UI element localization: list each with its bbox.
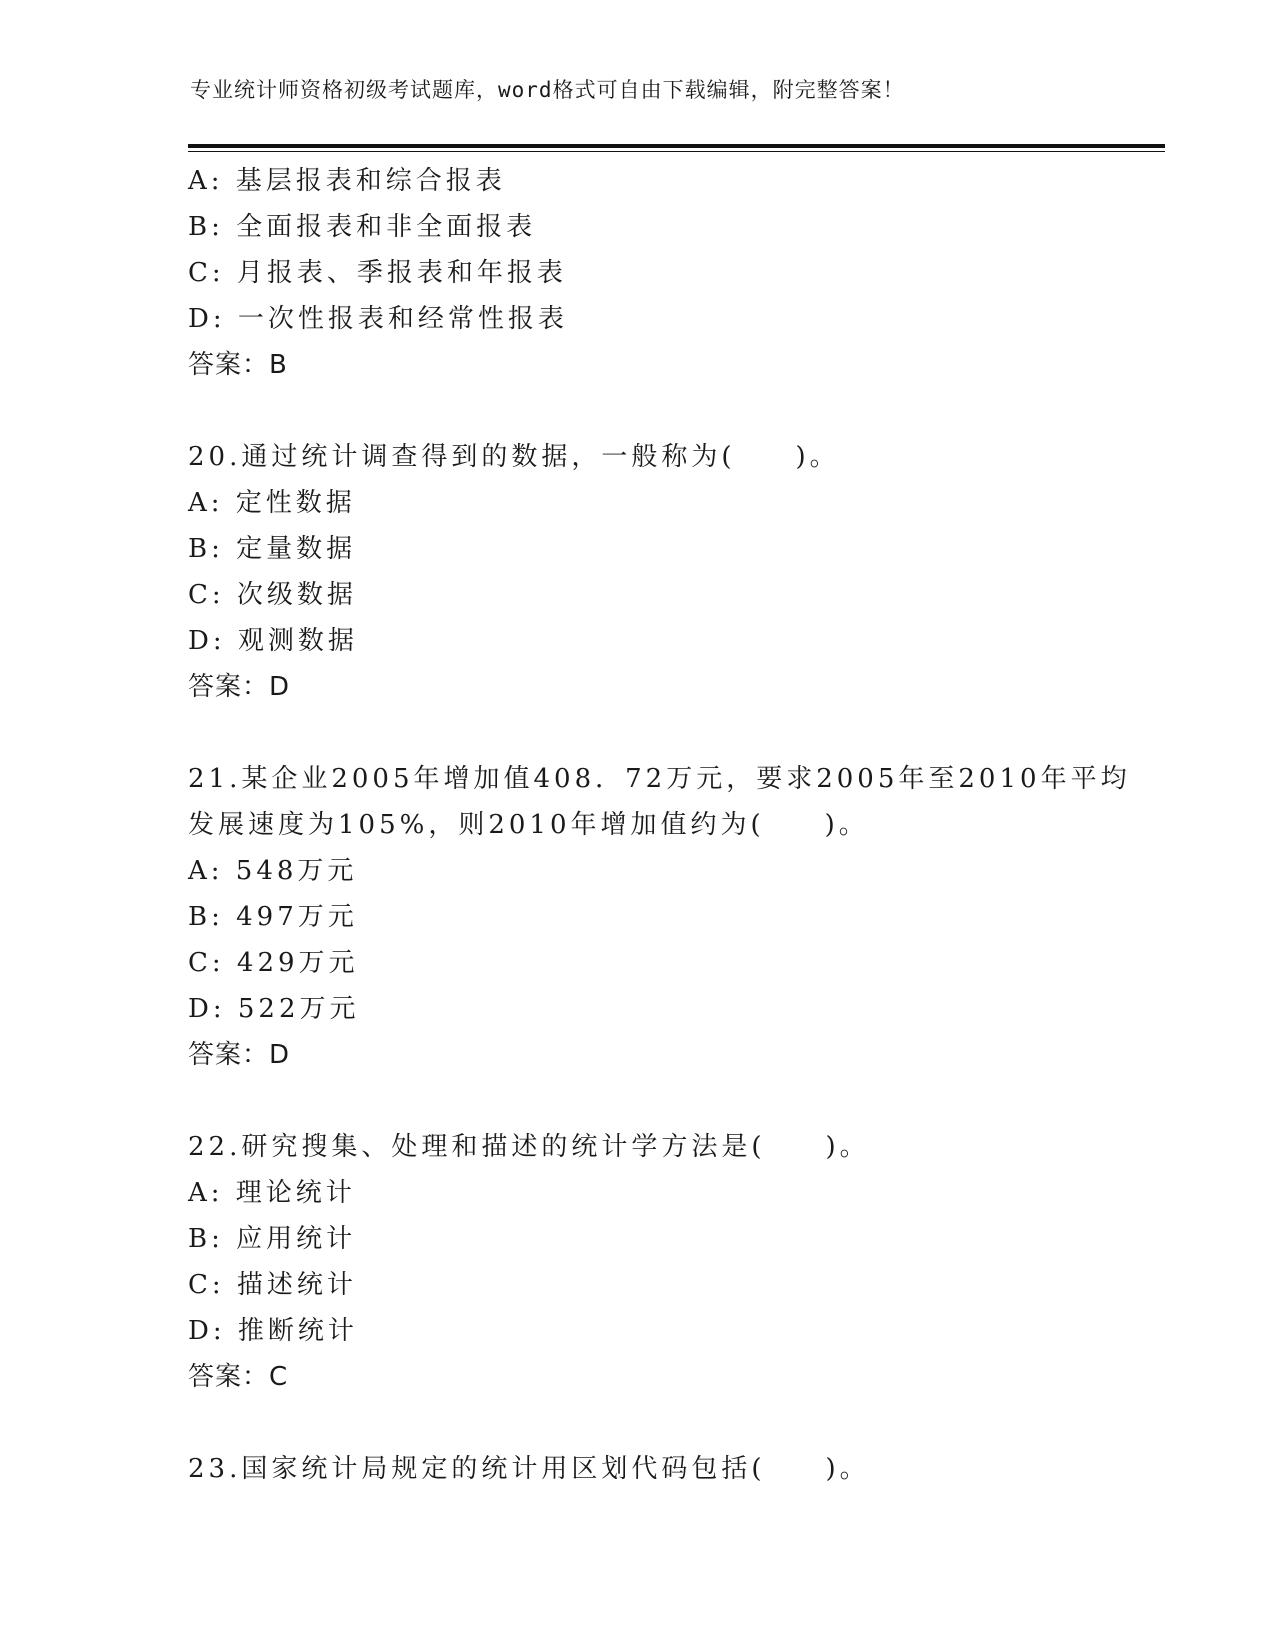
option-a: A: 548万元 [188,856,358,886]
question-stem: 22.研究搜集、处理和描述的统计学方法是( )。 [188,1132,870,1162]
option-a: A: 理论统计 [188,1178,356,1208]
header-rule-thick [188,144,1165,148]
spacer [188,388,1088,434]
option-b: B: 497万元 [188,902,358,932]
option-b: B: 全面报表和非全面报表 [188,212,537,242]
option-a: A: 定性数据 [188,488,356,518]
option-c: C: 次级数据 [188,580,357,610]
option-a: A: 基层报表和综合报表 [188,166,506,196]
question-block-22 [188,1124,1088,1400]
option-c: C: 月报表、季报表和年报表 [188,258,567,288]
option-d: D: 观测数据 [188,626,358,656]
question-stem-line-2: 发展速度为105%，则2010年增加值约为( )。 [188,810,869,840]
option-d: D: 522万元 [188,994,360,1024]
option-c: C: 描述统计 [188,1270,357,1300]
answer: 答案：D [188,672,291,702]
question-block-prev [188,158,1088,388]
option-b: B: 定量数据 [188,534,357,564]
option-c: C: 429万元 [188,948,359,978]
question-block-21 [188,756,1131,1078]
answer: 答案：D [188,1040,291,1070]
spacer [188,710,1088,756]
page-header: 专业统计师资格初级考试题库，word格式可自由下载编辑，附完整答案！ [190,78,905,102]
question-block-20 [188,434,1088,710]
question-list [188,158,1131,1492]
question-stem: 20.通过统计调查得到的数据，一般称为( )。 [188,442,840,472]
option-d: D: 一次性报表和经常性报表 [188,304,568,334]
question-stem: 23.国家统计局规定的统计用区划代码包括( )。 [188,1454,870,1484]
answer: 答案：C [188,1362,289,1392]
option-d: D: 推断统计 [188,1316,358,1346]
question-stem-line-1: 21.某企业2005年增加值408．72万元，要求2005年至2010年平均 [188,764,1131,794]
question-block-23 [188,1446,1088,1492]
option-b: B: 应用统计 [188,1224,357,1254]
spacer [188,1078,1088,1124]
spacer [188,1400,1088,1446]
header-rule-thin [188,151,1165,152]
answer: 答案：B [188,350,288,380]
